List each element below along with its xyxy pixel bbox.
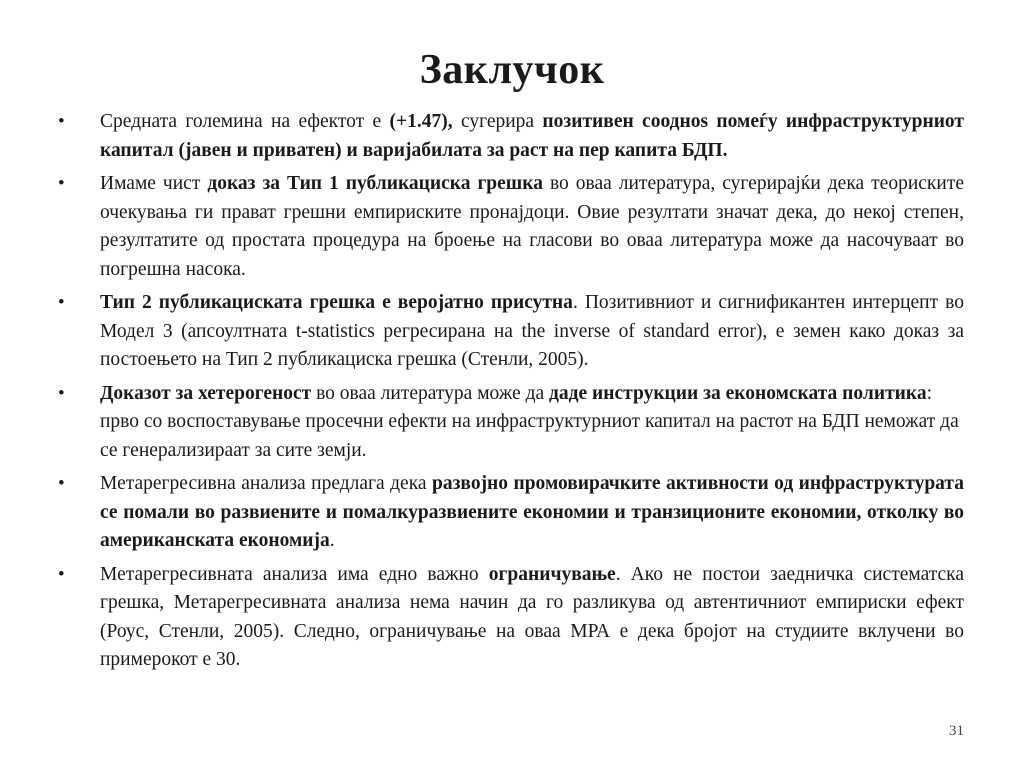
bullet-text: . Позитивниот и сигнификантен интерцепт во Модел 3 (апсоултната t-statistics регресирана на the inverse of standard error), е земен како доказ за постоењето на Тип 2 публикациска грешка (Стенли, 2005). [100,292,964,370]
bullet-marker: • [58,382,65,404]
bullet-item [58,470,964,556]
bullet-emphasis-text: Тип 2 публикациската грешка е веројатно присутна [100,292,573,313]
bullet-text: . Ако не постои заедничка систематска грешка, Метарегресивната анализа нема начин да го разликува од автентичниот емпириски ефект (Роус, Стенли, 2005). Следно, ограничување на оваа МРА е дека бројот на студиите вклучени во примерокот е 30. [100,563,964,670]
bullet-text: во оваа литература, сугерирајќи дека теориските очекувања ги прават грешни емпириските пронајдоци. Овие резултати значат дека, до некој степен, резултатите од простата процедура на броење на гласови во оваа литература може да насочуваат во погрешна насока. [100,173,964,280]
bullet-text: Метарегресивната анализа има едно важно [100,563,489,585]
bullet-emphasis-text: развојно промовирачките активности од инфраструктурата се помали во развиените и помалкуразвиените економии и транзиционите економии, отколку во американската економија [100,473,964,551]
bullet-text: Метарегресивна анализа предлага дека [100,473,432,494]
bullet-text: во оваа литература може да [311,382,550,404]
bullet-emphasis-text: даде инструкции за економската политика [549,382,927,404]
bullet-emphasis-text: позитивен соодноѕ помеѓу инфраструктурниот капитал (јавен и приватен) и варијабилата за раст на пер капита БДП. [100,111,964,161]
bullet-item [58,108,964,165]
bullet-text: сугерира [452,111,543,132]
bullet-emphasis-text: Доказот за хетерогеност [100,382,312,404]
bullet-text: : прво со воспоставување просечни ефекти на инфраструктурниот капитал на растот на БДП неможат да се генерализираат за сите земји. [100,382,959,461]
bullet-item [58,380,964,466]
bullet-text: Имаме чист [100,173,208,194]
bullet-marker: • [58,292,65,313]
bullet-marker: • [58,473,65,494]
slide-title: Заклучок [419,47,605,93]
bullet-item [58,561,964,675]
bullet-marker: • [58,111,65,132]
bullet-emphasis-text: (+1.47), [389,111,453,132]
bullet-marker: • [58,173,65,194]
bullet-text: . [329,530,335,551]
bullet-emphasis-text: ограничување [488,563,616,585]
bullet-emphasis-text: доказ за Тип 1 публикациска грешка [207,173,543,194]
bullet-item [58,170,964,284]
bullet-marker: • [58,563,65,585]
bullet-item [58,289,964,375]
bullet-text: Средната големина на ефектот е [100,111,390,132]
page-number: 31 [949,723,964,739]
bullet-list [58,108,964,680]
